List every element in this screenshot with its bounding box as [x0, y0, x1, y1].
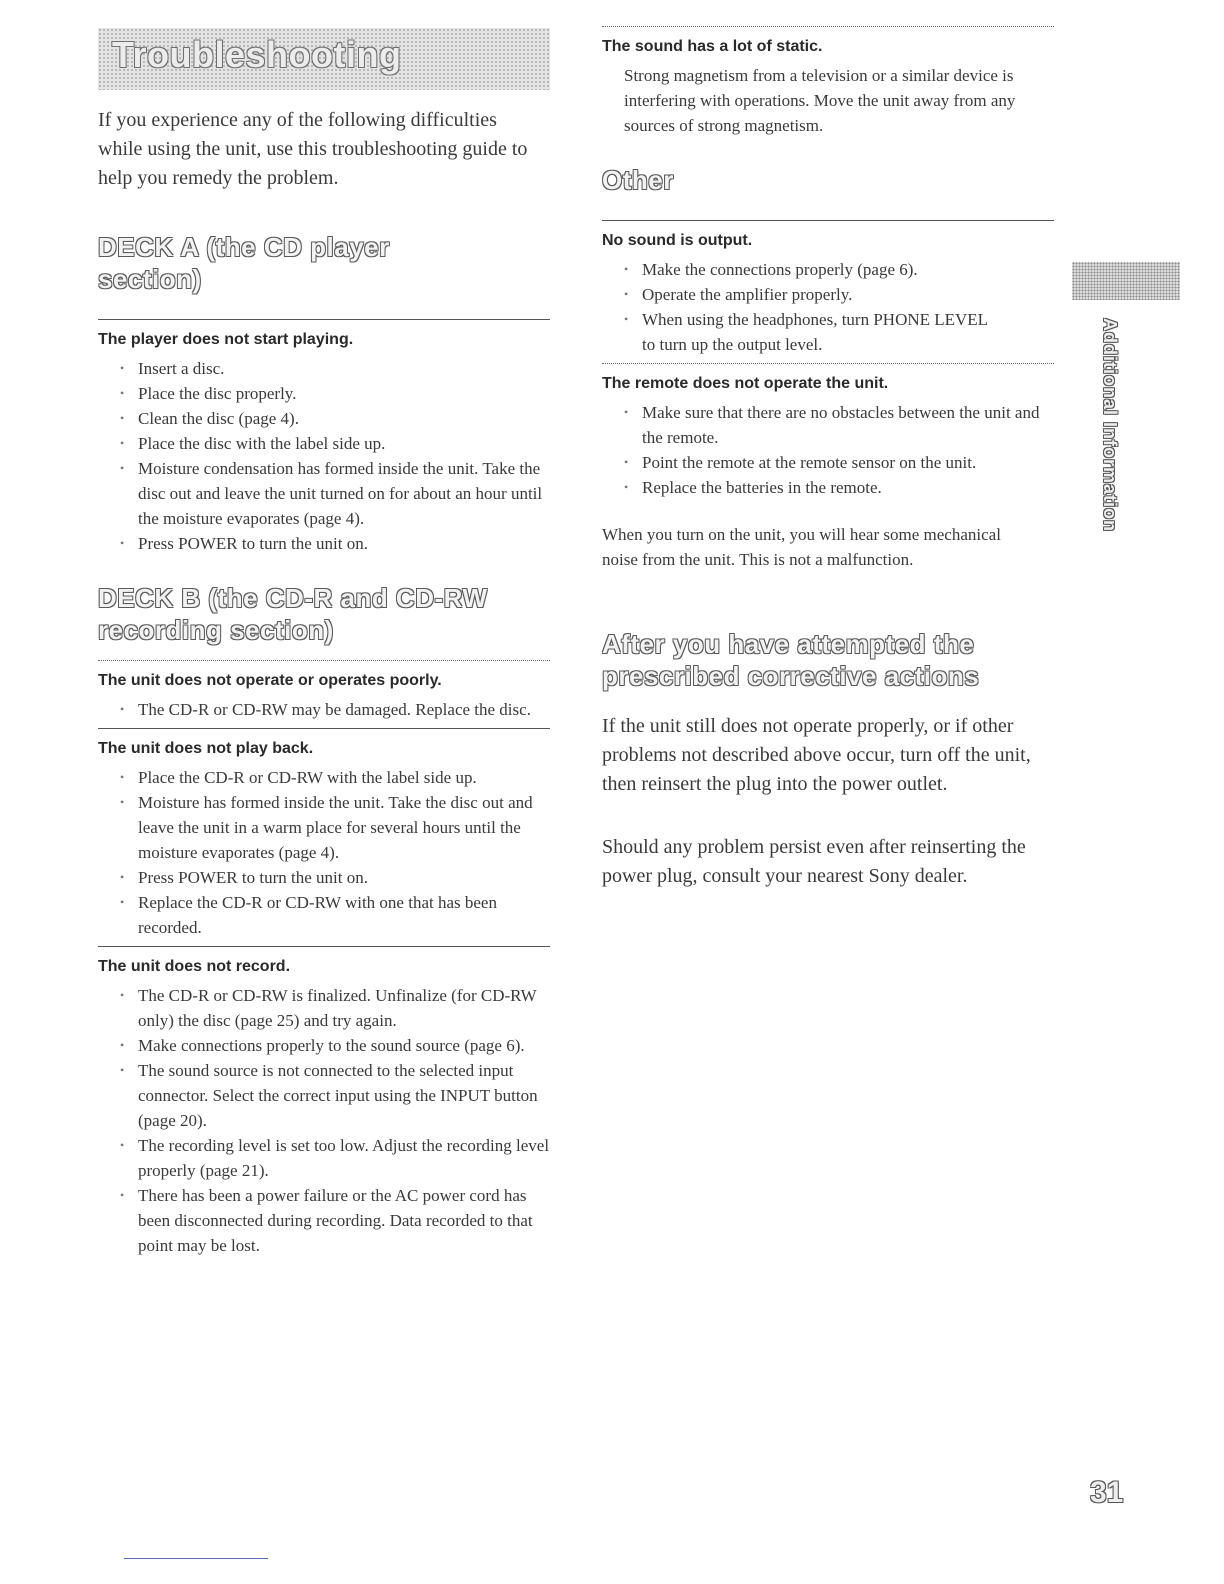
- static-text: Strong magnetism from a television or a similar device is interfering with operations. Move the unit away from any sources of strong magnetism.: [624, 66, 1016, 135]
- list-item: • The sound source is not connected to the selected input connector. Select the correct input using the INPUT button (page 20).: [98, 1058, 550, 1133]
- top-rule: [602, 26, 1054, 27]
- list-item: • Moisture condensation has formed inside the unit. Take the disc out and leave the unit turned on for about an hour until the moisture evaporates (page 4).: [98, 456, 550, 531]
- footer-line: [124, 1558, 268, 1559]
- left-column: [98, 106, 550, 1258]
- intro-text: If you experience any of the following difficulties while using the unit, use this troubleshooting guide to help you remedy the problem.: [98, 109, 528, 189]
- problem-heading: The unit does not play back.: [98, 740, 314, 757]
- problem-heading: No sound is output.: [602, 232, 753, 249]
- list-item: • When using the headphones, turn PHONE LEVEL to turn up the output level.: [602, 307, 1002, 357]
- list-item: • Clean the disc (page 4).: [98, 406, 550, 431]
- page-title: Troubleshooting: [112, 34, 402, 75]
- list-item: • Replace the CD-R or CD-RW with one that has been recorded.: [98, 890, 550, 940]
- deck-a-section: [98, 231, 550, 556]
- section-rule: [98, 660, 550, 661]
- problem-heading: The unit does not operate or operates poorly.: [98, 672, 442, 689]
- solution-list: [98, 356, 550, 556]
- deck-a-title-line2: section): [98, 264, 202, 294]
- side-tab-marker: [1072, 262, 1180, 300]
- list-item: • Insert a disc.: [98, 356, 550, 381]
- problem-heading: The sound has a lot of static.: [602, 38, 823, 55]
- list-item: • Make the connections properly (page 6).: [602, 257, 1054, 282]
- other-section: [602, 164, 1054, 572]
- after-section: [602, 628, 1054, 891]
- page-number: 31: [1090, 1476, 1124, 1509]
- solution-list: [98, 765, 550, 940]
- deck-b-section: [98, 582, 550, 1258]
- list-item: • Place the disc with the label side up.: [98, 431, 550, 456]
- list-item: • The recording level is set too low. Adjust the recording level properly (page 21).: [98, 1133, 550, 1183]
- after-paragraph-1: If the unit still does not operate properly, or if other problems not described above occur, turn off the unit, then reinsert the plug into the power outlet.: [602, 715, 1031, 795]
- list-item: • Point the remote at the remote sensor on the unit.: [602, 450, 1054, 475]
- section-rule: [98, 319, 550, 320]
- after-title-line1: After you have attempted the: [602, 629, 975, 659]
- problem-rule: [98, 946, 550, 947]
- after-paragraph-2: Should any problem persist even after reinserting the power plug, consult your nearest Sony dealer.: [602, 836, 1026, 887]
- problem-heading: The unit does not record.: [98, 958, 291, 975]
- list-item: • Make sure that there are no obstacles between the unit and the remote.: [602, 400, 1054, 450]
- list-item: • Operate the amplifier properly.: [602, 282, 1054, 307]
- solution-list: [602, 400, 1054, 500]
- list-item: • The CD-R or CD-RW is finalized. Unfinalize (for CD-RW only) the disc (page 25) and try again.: [98, 983, 550, 1033]
- after-title-line2: prescribed corrective actions: [602, 661, 980, 691]
- solution-list: [98, 697, 550, 722]
- problem-rule: [602, 363, 1054, 364]
- solution-list: [98, 983, 550, 1258]
- list-item: • Replace the batteries in the remote.: [602, 475, 1054, 500]
- other-title: Other: [602, 165, 674, 195]
- list-item: • Make connections properly to the sound source (page 6).: [98, 1033, 550, 1058]
- deck-b-title-line2: recording section): [98, 615, 334, 645]
- solution-list: [602, 257, 1054, 357]
- deck-a-title-line1: DECK A (the CD player: [98, 232, 390, 262]
- side-tab-label: Additional Information: [1100, 318, 1120, 532]
- noise-note: When you turn on the unit, you will hear some mechanical noise from the unit. This is not a malfunction.: [602, 525, 1001, 569]
- title-banner: [98, 28, 550, 90]
- list-item: • Press POWER to turn the unit on.: [98, 531, 550, 556]
- list-item: • Press POWER to turn the unit on.: [98, 865, 550, 890]
- section-rule: [602, 220, 1054, 221]
- problem-rule: [98, 728, 550, 729]
- list-item: • There has been a power failure or the AC power cord has been disconnected during recording. Data recorded to that point may be lost.: [98, 1183, 550, 1258]
- problem-heading: The remote does not operate the unit.: [602, 375, 889, 392]
- list-item: • Moisture has formed inside the unit. Take the disc out and leave the unit in a warm place for several hours until the moisture evaporates (page 4).: [98, 790, 550, 865]
- deck-b-title-line1: DECK B (the CD-R and CD-RW: [98, 583, 488, 613]
- list-item: • The CD-R or CD-RW may be damaged. Replace the disc.: [98, 697, 550, 722]
- list-item: • Place the CD-R or CD-RW with the label side up.: [98, 765, 550, 790]
- list-item: • Place the disc properly.: [98, 381, 550, 406]
- problem-heading: The player does not start playing.: [98, 331, 354, 348]
- right-column: [602, 26, 1054, 891]
